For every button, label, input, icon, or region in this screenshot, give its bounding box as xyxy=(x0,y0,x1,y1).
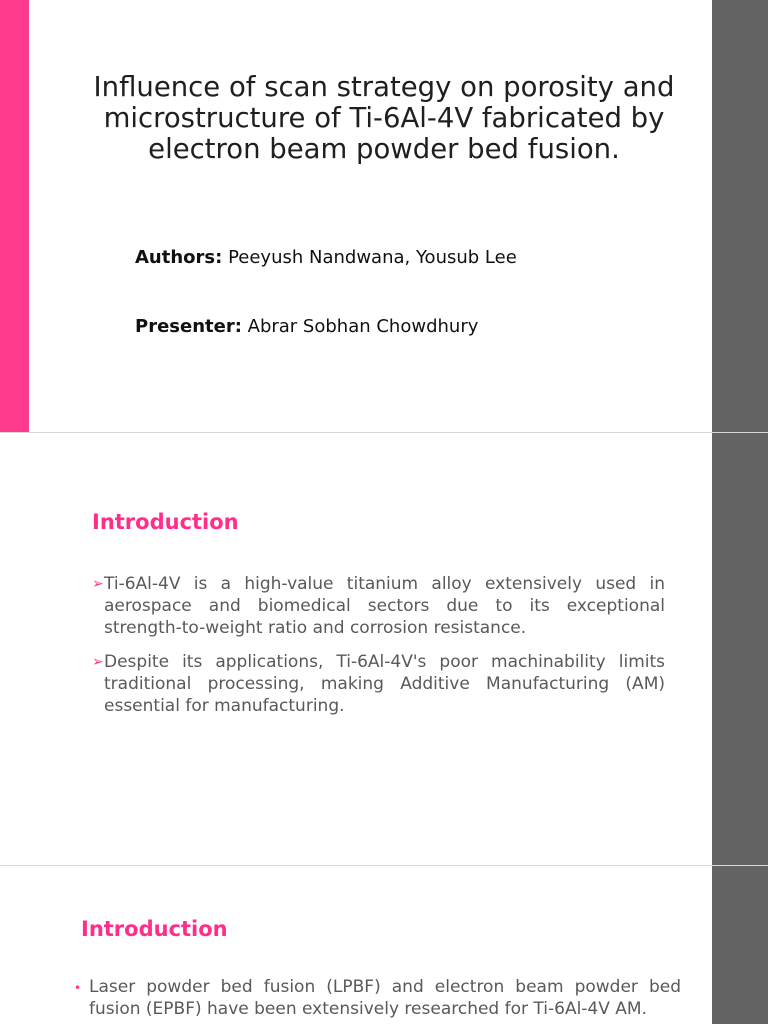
arrow-bullet-icon: ➢ xyxy=(92,654,104,670)
introduction-slide xyxy=(0,433,768,865)
side-bar xyxy=(712,0,768,432)
presenter-line xyxy=(135,316,478,337)
dot-bullet-icon: • xyxy=(74,981,82,995)
arrow-bullet-icon: ➢ xyxy=(92,576,104,592)
bullet-text: Ti-6Al-4V is a high-value titanium alloy extensively used in aerospace and biomedical sectors due to its exceptional strength-to-weight ratio and corrosion resistance. xyxy=(104,574,665,638)
list-item xyxy=(92,651,665,717)
authors-names: Peeyush Nandwana, Yousub Lee xyxy=(228,247,517,268)
authors-label: Authors: xyxy=(135,247,223,268)
presenter-label: Presenter: xyxy=(135,316,242,337)
authors-line xyxy=(135,247,517,268)
accent-bar xyxy=(0,0,29,432)
list-item xyxy=(92,573,665,639)
title-slide xyxy=(0,0,768,432)
bullet-list xyxy=(74,976,681,1024)
presenter-name: Abrar Sobhan Chowdhury xyxy=(247,316,479,337)
side-bar xyxy=(712,866,768,1024)
section-heading: Introduction xyxy=(81,917,228,941)
bullet-text: Despite its applications, Ti-6Al-4V's poor machinability limits traditional processing, making Additive Manufacturing (AM) essential for manufacturing. xyxy=(104,652,665,716)
bullet-list xyxy=(92,573,665,729)
side-bar xyxy=(712,433,768,865)
slide-title: Influence of scan strategy on porosity and microstructure of Ti-6Al-4V fabricated by electron beam powder bed fusion. xyxy=(93,71,675,165)
section-heading: Introduction xyxy=(92,510,239,534)
introduction-slide-2 xyxy=(0,866,768,1024)
list-item xyxy=(74,976,681,1020)
bullet-text: Laser powder bed fusion (LPBF) and electron beam powder bed fusion (EPBF) have been extensively researched for Ti-6Al-4V AM. xyxy=(89,977,681,1019)
